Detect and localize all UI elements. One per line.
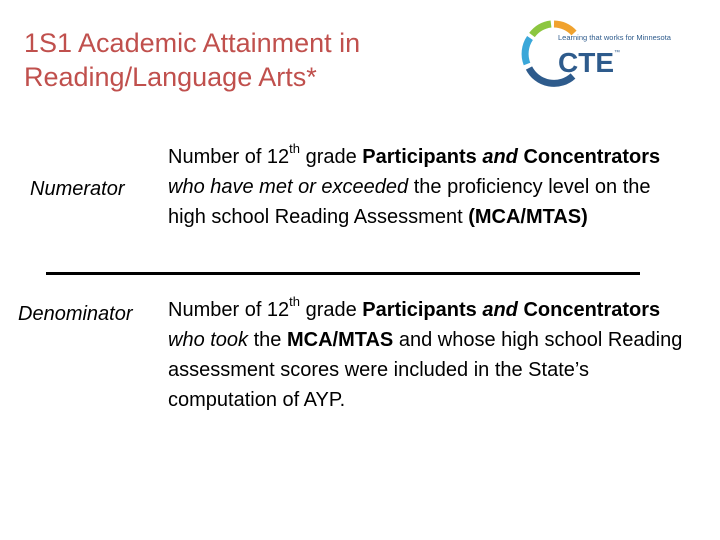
denominator-and: and (476, 299, 518, 321)
numerator-superscript: th (289, 141, 301, 157)
denominator-assessment: MCA/MTAS (286, 329, 394, 351)
denominator-label: Denominator (18, 303, 133, 325)
slide-title-line-2: Reading/Language Arts* (24, 62, 317, 92)
denominator-text-part: the (248, 329, 287, 351)
denominator-text-part: grade (300, 299, 363, 321)
numerator-label: Numerator (30, 178, 125, 200)
logo-ring-segment-blue (525, 38, 530, 64)
numerator-text-part: grade (300, 146, 363, 168)
numerator-assessment: (MCA/MTAS) (468, 206, 588, 228)
fraction-divider (46, 272, 640, 275)
logo-wordmark: CTE (558, 47, 614, 78)
numerator-and: and (476, 146, 518, 168)
numerator-met-exceeded: who have met or exceeded (168, 176, 409, 198)
cte-logo (518, 18, 678, 90)
logo-trademark: ™ (614, 50, 620, 56)
denominator-text-part: and whose high school Reading assessment scores were included in the State’s computation of AYP. (168, 329, 683, 411)
cte-logo-graphic (518, 18, 678, 90)
denominator-text-part: Number of 12 (168, 299, 290, 321)
denominator-superscript: th (289, 294, 301, 310)
denominator-participants: Participants (362, 299, 477, 321)
logo-ring-segment-orange (554, 24, 574, 33)
denominator-definition (168, 295, 698, 415)
logo-ring-segment-green (532, 24, 551, 35)
denominator-took: who took (168, 329, 249, 351)
numerator-participants: Participants (362, 146, 477, 168)
numerator-concentrators: Concentrators (523, 146, 661, 168)
numerator-text-part: the proficiency level on the high school Reading Assessment (168, 176, 651, 228)
logo-tagline: Learning that works for Minnesota (558, 33, 671, 42)
slide-title (24, 26, 494, 94)
numerator-text-part: Number of 12 (168, 146, 290, 168)
slide-title-line-1: 1S1 Academic Attainment in (24, 28, 361, 58)
numerator-definition (168, 142, 668, 232)
denominator-concentrators: Concentrators (523, 299, 661, 321)
